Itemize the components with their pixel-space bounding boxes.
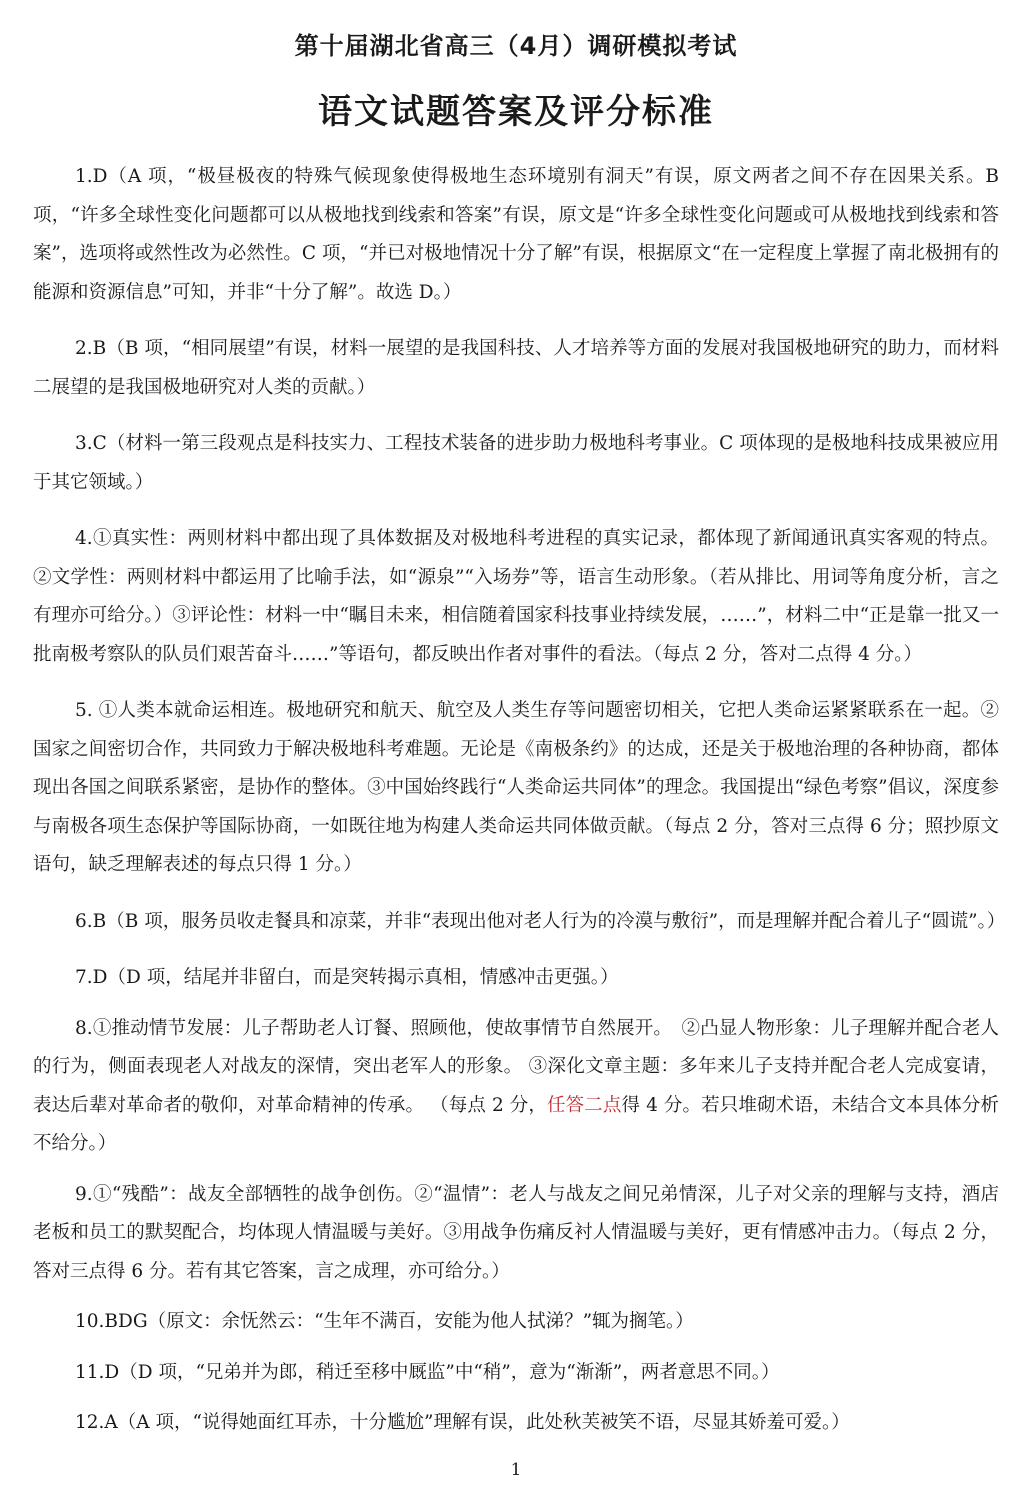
answer-q9: 9.①“残酷”：战友全部牺牲的战争创伤。②“温情”：老人与战友之间兄弟情深，儿子对父亲的理解与支持，酒店老板和员工的默契配合，均体现人情温暖与美好。③用战争伤痛反衬人情温暖与美好，更有情感冲击力。（每点 2 分，答对三点得 6 分。若有其它答案，言之成理，亦可给分。） [33, 1183, 999, 1282]
page-number: 1 [510, 1460, 522, 1480]
answer-list [33, 158, 1006, 1455]
answer-q12: 12.A（A 项，“说得她面红耳赤，十分尴尬”理解有误，此处秋芙被笑不语，尽显其娇羞可爱。） [75, 1412, 850, 1433]
answer-q3: 3.C（材料一第三段观点是科技实力、工程技术装备的进步助力极地科考事业。C 项体现的是极地科技成果被应用于其它领域。） [33, 433, 999, 493]
answer-q1: 1.D（A 项，“极昼极夜的特殊气候现象使得极地生态环境别有洞天”有误，原文两者之间不存在因果关系。B 项，“许多全球性变化问题都可以从极地找到线索和答案”有误，原文是“许多全球性变化问题或可从极地找到线索和答案”，选项将或然性改为必然性。C 项，“并已对极地情况十分了解”有误，根据原文“在一定程度上掌握了南北极拥有的能源和资源信息”可知，并非“十分了解”。故选 D。） [33, 166, 999, 303]
answer-q5: 5. ①人类本就命运相连。极地研究和航天、航空及人类生存等问题密切相关，它把人类命运紧紧联系在一起。②国家之间密切合作，共同致力于解决极地科考难题。无论是《南极条约》的达成，还是关于极地治理的各种协商，都体现出各国之间联系紧密，是协作的整体。③中国始终践行“人类命运共同体”的理念。我国提出“绿色考察”倡议，深度参与南极各项生态保护等国际协商，一如既往地为构建人类命运共同体做贡献。（每点 2 分，答对三点得 6 分；照抄原文语句，缺乏理解表述的每点只得 1 分。） [33, 700, 999, 875]
answer-q2: 2.B（B 项，“相同展望”有误，材料一展望的是我国科技、人才培养等方面的发展对我国极地研究的助力，而材料二展望的是我国极地研究对人类的贡献。） [33, 338, 999, 398]
exam-title: 第十届湖北省高三（4月）调研模拟考试 [294, 32, 738, 60]
answer-q8 [33, 1010, 999, 1164]
answer-q8-highlight: 任答二点 [546, 1094, 622, 1116]
answer-q6: 6.B（B 项，服务员收走餐具和凉菜，并非“表现出他对老人行为的冷漠与敷衍”，而是理解并配合着儿子“圆谎”。） [75, 910, 1006, 932]
answer-q11: 11.D（D 项，“兄弟并为郎，稍迁至移中厩监”中“稍”，意为“渐渐”，两者意思不同。） [75, 1361, 780, 1383]
answer-q4: 4.①真实性：两则材料中都出现了具体数据及对极地科考进程的真实记录，都体现了新闻通讯真实客观的特点。②文学性：两则材料中都运用了比喻手法，如“源泉”“入场券”等，语言生动形象。（若从排比、用词等角度分析，言之有理亦可给分。）③评论性：材料一中“瞩目未来，相信随着国家科技事业持续发展，……”，材料二中“正是靠一批又一批南极考察队的队员们艰苦奋斗……”等语句，都反映出作者对事件的看法。（每点 2 分，答对二点得 4 分。） [33, 528, 999, 665]
answer-q8-text-before: 8.①推动情节发展：儿子帮助老人订餐、照顾他，使故事情节自然展开。 ②凸显人物形象：儿子理解并配合老人的行为，侧面表现老人对战友的深情，突出老军人的形象。 ③深化文章主题：多年来儿子支持并配合老人完成宴请，表达后辈对革命者的敬仰，对革命精神的传承。 （每点 2 分， [33, 1017, 999, 1116]
document-title: 语文试题答案及评分标准 [318, 92, 714, 132]
answer-q10: 10.BDG（原文：余怃然云：“生年不满百，安能为他人拭涕？”辄为搁笔。） [75, 1311, 694, 1332]
answer-q7: 7.D（D 项，结尾并非留白，而是突转揭示真相，情感冲击更强。） [75, 967, 619, 988]
answer-q8-text-after: 得 4 分。若只堆砌术语，未结合文本具体分析不给分。） [33, 1094, 999, 1154]
